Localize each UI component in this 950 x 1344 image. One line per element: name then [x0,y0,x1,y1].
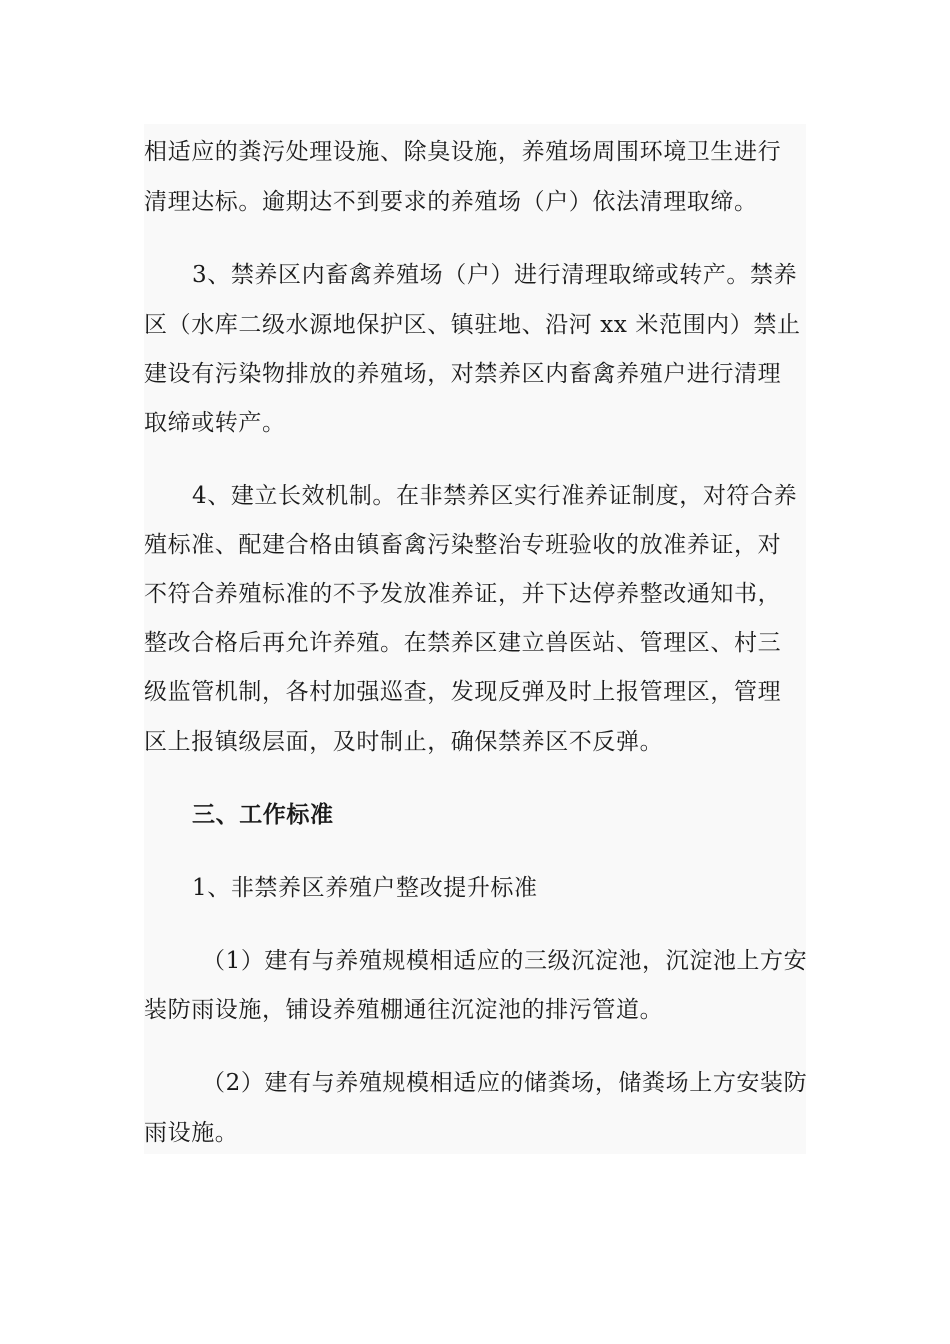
paragraph-line: 装防雨设施，铺设养殖棚通往沉淀池的排污管道。 [144,997,664,1023]
paragraph-line: 区上报镇级层面，及时制止，确保禁养区不反弹。 [144,729,664,755]
paragraph-line: 级监管机制，各村加强巡查，发现反弹及时上报管理区，管理 [144,679,782,705]
paragraph-line: 建设有污染物排放的养殖场，对禁养区内畜禽养殖户进行清理 [144,361,782,387]
document-page [144,124,806,1154]
paragraph-line: （2）建有与养殖规模相适应的储粪场，储粪场上方安装防 [202,1070,808,1096]
sub-heading: 1、非禁养区养殖户整改提升标准 [192,875,538,901]
paragraph-line: 相适应的粪污处理设施、除臭设施，养殖场周围环境卫生进行 [144,139,782,165]
paragraph-line: （1）建有与养殖规模相适应的三级沉淀池，沉淀池上方安 [202,948,808,974]
paragraph-line: 殖标准、配建合格由镇畜禽污染整治专班验收的放准养证，对 [144,532,782,558]
paragraph-line: 取缔或转产。 [144,410,286,436]
paragraph-line: 整改合格后再允许养殖。在禁养区建立兽医站、管理区、村三 [144,630,782,656]
paragraph-line: 不符合养殖标准的不予发放准养证，并下达停养整改通知书， [144,581,782,607]
paragraph-line: 清理达标。逾期达不到要求的养殖场（户）依法清理取缔。 [144,189,758,215]
paragraph-line: 3、禁养区内畜禽养殖场（户）进行清理取缔或转产。禁养 [192,262,798,288]
section-heading: 三、工作标准 [192,801,334,828]
paragraph-line: 区（水库二级水源地保护区、镇驻地、沿河 xx 米范围内）禁止 [144,312,801,338]
paragraph-line: 4、建立长效机制。在非禁养区实行准养证制度，对符合养 [192,483,798,509]
paragraph-line: 雨设施。 [144,1120,239,1146]
